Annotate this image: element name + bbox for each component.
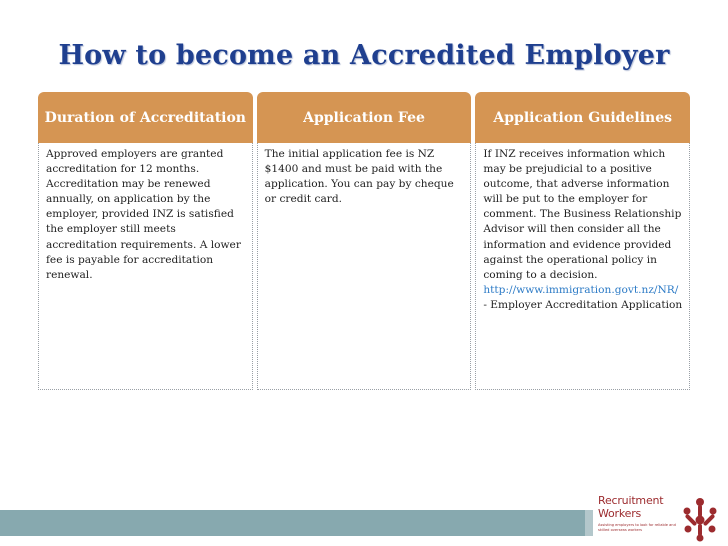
page-title: How to become an Accredited Employer <box>58 40 670 71</box>
column-fee <box>257 92 472 390</box>
logo-tagline: Assisting employers to look for reliable and skilled overseas workers <box>598 523 676 532</box>
people-logo-icon <box>678 496 722 544</box>
column-body-duration: Approved employers are granted accreditation for 12 months. Accreditation may be renewed annually, on application by the employer, provided INZ is satisfied the employer still meets accreditation requirements. A lower fee is payable for accreditation renewal. <box>38 143 253 390</box>
footer-bar-end <box>585 510 593 536</box>
column-duration <box>38 92 253 390</box>
guidelines-link-suffix: - Employer Accreditation Application <box>483 298 683 311</box>
immigration-link[interactable]: http://www.immigration.govt.nz/NR/ <box>483 283 679 296</box>
column-header-guidelines: Application Guidelines <box>475 92 690 143</box>
logo-line-2: Workers <box>598 507 642 520</box>
column-body-guidelines <box>475 143 690 390</box>
footer-bar <box>0 510 585 536</box>
logo-wordmark <box>598 494 663 520</box>
column-body-fee: The initial application fee is NZ $1400 and must be paid with the application. You can pay by cheque or credit card. <box>257 143 472 390</box>
column-header-fee: Application Fee <box>257 92 472 143</box>
column-header-duration: Duration of Accreditation <box>38 92 253 143</box>
recruitment-workers-logo <box>598 494 726 546</box>
guidelines-text: If INZ receives information which may be prejudicial to a positive outcome, that adverse information will be put to the employer for comment. The Business Relationship Advisor will then consider all the information and evidence provided against the operational policy in coming to a decision. <box>483 148 682 281</box>
info-table <box>38 92 690 390</box>
column-guidelines <box>475 92 690 390</box>
logo-line-1: Recruitment <box>598 494 664 507</box>
